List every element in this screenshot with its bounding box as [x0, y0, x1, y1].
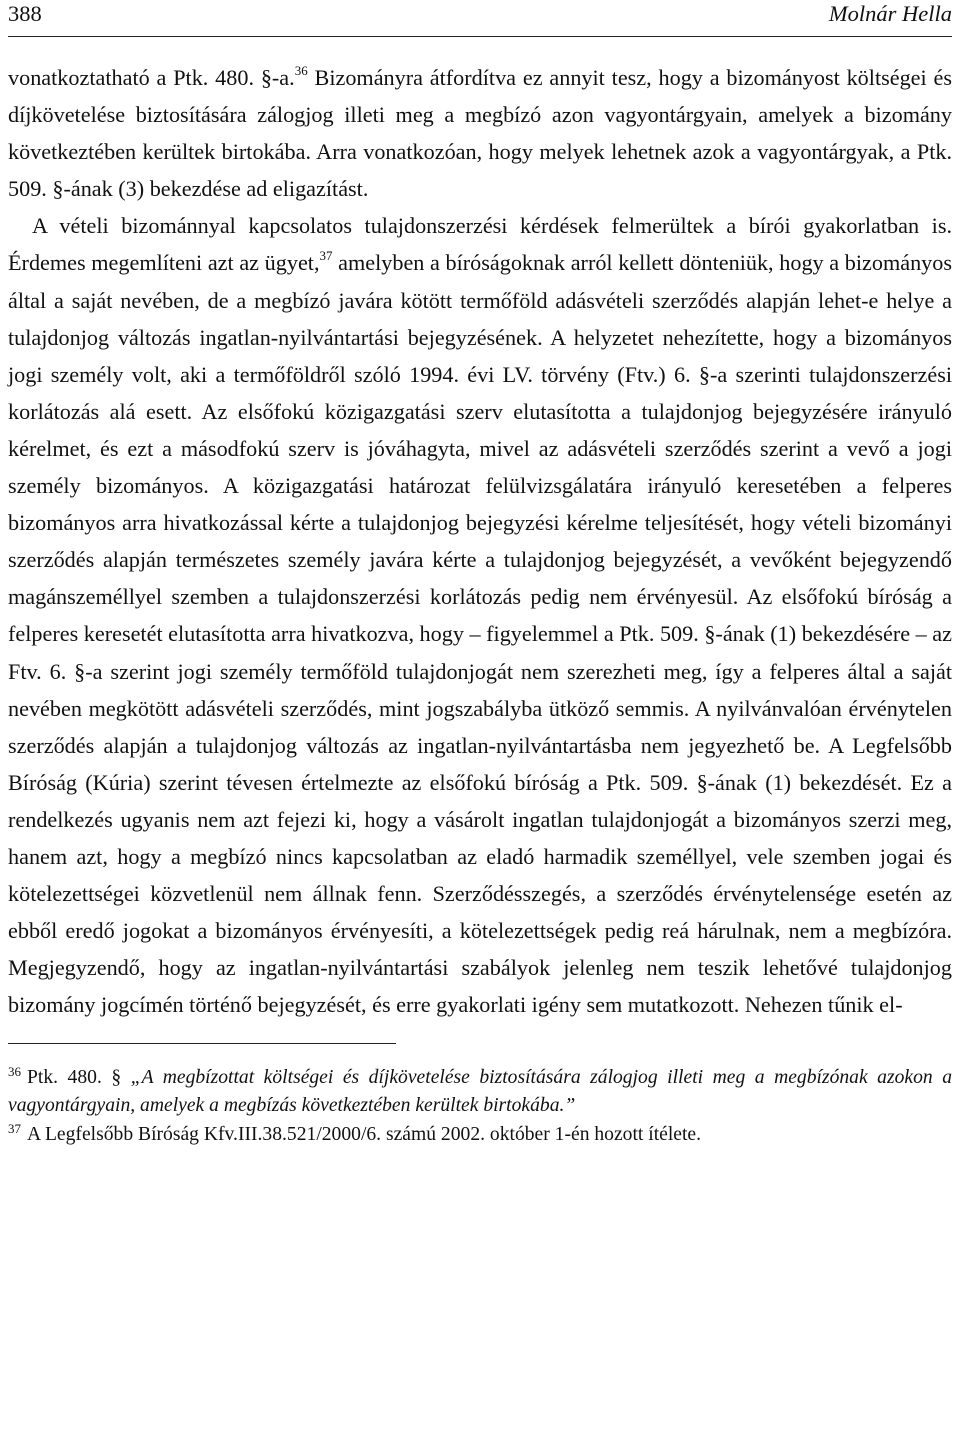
body-text	[8, 59, 952, 1023]
running-head-author: Molnár Hella	[828, 1, 952, 26]
footnote-36-reference: Ptk. 480. §	[27, 1067, 122, 1089]
footnote-ref-37[interactable]: 37	[319, 248, 333, 264]
paragraph-1	[8, 59, 952, 207]
footnote-separator	[8, 1043, 396, 1044]
footnote-ref-36[interactable]: 36	[294, 62, 308, 78]
document-page	[8, 0, 952, 1149]
footnote-number: 36	[8, 1063, 21, 1079]
footnote-37-text: A Legfelsőbb Bíróság Kfv.III.38.521/2000/6. számú 2002. október 1-én hozott ítélete.	[27, 1124, 702, 1146]
paragraph-1-text-a: vonatkoztatható a Ptk. 480. §-a.	[8, 65, 295, 90]
paragraph-1-text-b: Bizományra átfordítva ez annyit tesz, hogy a bizományost költségei és díjkövetelése biztosítására zálogjog illeti meg a megbízó azon vagyontárgyain, amelyek a bizomány következtében kerültek birtokába. Arra vonatkozóan, hogy melyek lehetnek azok a vagyontárgyak, a Ptk. 509. §-ának (3) bekezdése ad eligazítást.	[8, 65, 953, 202]
running-header	[8, 0, 952, 37]
page-number: 388	[8, 1, 42, 26]
footnote-36-quote: „A megbízottat költségei és díjkövetelése biztosítására zálogjog illeti meg a megbízónak azokon a vagyontárgyain, amelyek a megbízás következtében kerültek birtokába.”	[8, 1067, 953, 1117]
paragraph-2-text-a: A vételi bizománnyal kapcsolatos tulajdonszerzési kérdések felmerültek a bírói gyakorlatban is. Érdemes megemlíteni azt az ügyet,	[8, 213, 952, 276]
paragraph-2-text-b: amelyben a bíróságoknak arról kellett dönteniük, hogy a bizományos által a saját nevében, de a megbízó javára kötött termőföld adásvételi szerződés alapján lehet-e helye a tulajdonjog változás ingatlan-nyilvántartási bejegyzésének. A helyzetet nehezítette, hogy a bizományos jogi személy volt, aki a termőföldről szóló 1994. évi LV. törvény (Ftv.) 6. §-a szerinti tulajdonszerzési korlátozás alá esett. Az elsőfokú közigazgatási szerv elutasította a tulajdonjog bejegyzésére irányuló kérelmet, és ezt a másodfokú szerv is jóváhagyta, mivel az adásvételi szerződés szerint a vevő a jogi személy bizományos. A közigazgatási határozat felülvizsgálatára irányuló keresetében a felperes bizományos arra hivatkozással kérte a tulajdonjog bejegyzési kérelme teljesítését, hogy vételi bizományi szerződés alapján természetes személy javára kérte a tulajdonjog bejegyzését, a vevőként bejegyzendő magánszeméllyel szemben a tulajdonszerzési korlátozás pedig nem érvényesül. Az elsőfokú bíróság a felperes keresetét elutasította arra hivatkozva, hogy – figyelemmel a Ptk. 509. §-ának (1) bekezdésére – az Ftv. 6. §-a szerint jogi személy termőföld tulajdonjogát nem szerezheti meg, így a felperes által a saját nevében megkötött adásvételi szerződés, mint jogszabályba ütköző semmis. A nyilvánvalóan érvénytelen szerződés alapján a tulajdonjog változás az ingatlan-nyilvántartásba nem jegyezhető be. A Legfelsőbb Bíróság (Kúria) szerint tévesen értelmezte az elsőfokú bíróság a Ptk. 509. §-ának (1) bekezdését. Ez a rendelkezés ugyanis nem azt fejezi ki, hogy a vásárolt ingatlan tulajdonjogát a bizományos szerzi meg, hanem azt, hogy a megbízó nincs kapcsolatban az eladó harmadik személlyel, vele szemben jogai és kötelezettségei közvetlenül nem állnak fenn. Szerződésszegés, a szerződés érvénytelensége esetén az ebből eredő jogokat a bizományos érvényesíti, a kötelezettségek pedig reá hárulnak, nem a megbízóra. Megjegyzendő, hogy az ingatlan-nyilvántartási szabályok jelenleg nem teszik lehetővé tulajdonjog bizomány jogcímén történő bejegyzését, és erre gyakorlati igény sem mutatkozott. Nehezen tűnik el-	[8, 250, 952, 1018]
footnote-37	[8, 1121, 952, 1149]
paragraph-2	[8, 207, 952, 1023]
footnote-36	[8, 1064, 952, 1120]
footnotes	[8, 1064, 952, 1149]
footnote-number: 37	[8, 1120, 21, 1136]
